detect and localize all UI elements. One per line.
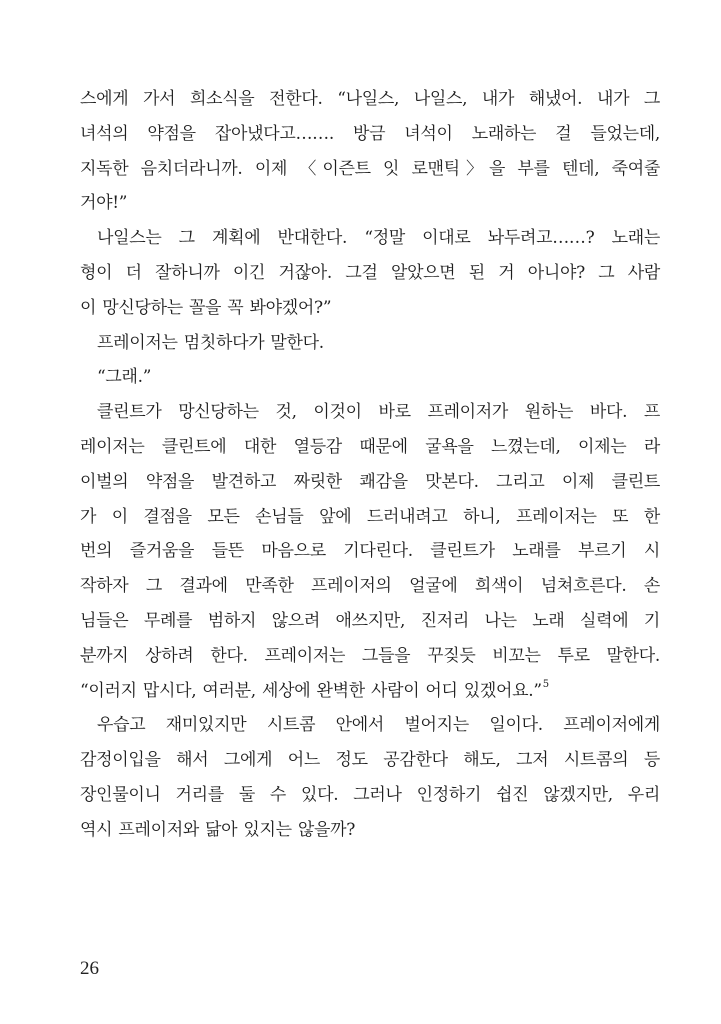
text-line: 님들은 무례를 범하지 않으려 애쓰지만, 진저리 나는 노래 실력에 기 bbox=[80, 610, 660, 631]
text-line: 클린트가 망신당하는 것, 이것이 바로 프레이저가 원하는 바다. 프 bbox=[97, 402, 660, 423]
text-line: 가 이 결점을 모든 손님들 앞에 드러내려고 하니, 프레이저는 또 한 bbox=[80, 506, 660, 527]
text-line: 스에게 가서 희소식을 전한다. “나일스, 나일스, 내가 해냈어. 내가 그 bbox=[80, 89, 660, 109]
text-line: 번의 즐거움을 들뜬 마음으로 기다린다. 클린트가 노래를 부르기 시 bbox=[80, 541, 660, 562]
text-line: 분까지 상하려 한다. 프레이저는 그들을 꾸짖듯 비꼬는 투로 말한다. bbox=[80, 645, 660, 666]
text-line: 작하자 그 결과에 만족한 프레이저의 얼굴에 희색이 넘쳐흐른다. 손 bbox=[80, 576, 660, 597]
text-line: 형이 더 잘하니까 이긴 거잖아. 그걸 알았으면 된 거 아니야? 그 사람 bbox=[80, 262, 660, 283]
text-line: 거야!” bbox=[80, 193, 128, 214]
text-line: 레이저는 클린트에 대한 열등감 때문에 굴욕을 느꼈는데, 이제는 라 bbox=[80, 436, 660, 457]
quote-text: “이러지 맙시다, 여러분, 세상에 완벽한 사람이 어디 있겠어요.” bbox=[80, 680, 542, 701]
text-line: 나일스는 그 계획에 반대한다. “정말 이대로 놔두려고……? 노래는 bbox=[97, 228, 660, 249]
text-line: 녀석의 약점을 잡아냈다고……. 방금 녀석이 노래하는 걸 들었는데, bbox=[80, 123, 660, 144]
text-line: 우습고 재미있지만 시트콤 안에서 벌어지는 일이다. 프레이저에게 bbox=[97, 715, 660, 736]
text-line: 지독한 음치더라니까. 이제 〈이즌트 잇 로맨틱〉을 부를 텐데, 죽여줄 bbox=[80, 158, 660, 179]
text-line-with-footnote bbox=[80, 674, 660, 709]
text-line: 프레이저는 멈칫하다가 말한다. bbox=[97, 332, 324, 353]
text-line: 이벌의 약점을 발견하고 짜릿한 쾌감을 맛본다. 그리고 이제 클린트 bbox=[80, 471, 660, 492]
page-number: 26 bbox=[80, 958, 99, 979]
footnote-marker[interactable]: 5 bbox=[542, 678, 549, 690]
text-line: 감정이입을 해서 그에게 어느 정도 공감한다 해도, 그저 시트콤의 등 bbox=[80, 750, 660, 771]
text-line: 장인물이니 거리를 둘 수 있다. 그러나 인정하기 쉽진 않겠지만, 우리 bbox=[80, 784, 660, 805]
text-line: 역시 프레이저와 닮아 있지는 않을까? bbox=[80, 819, 356, 840]
body-text bbox=[80, 82, 660, 848]
text-line: “그래.” bbox=[97, 367, 152, 388]
text-line: 이 망신당하는 꼴을 꼭 봐야겠어?” bbox=[80, 297, 332, 318]
